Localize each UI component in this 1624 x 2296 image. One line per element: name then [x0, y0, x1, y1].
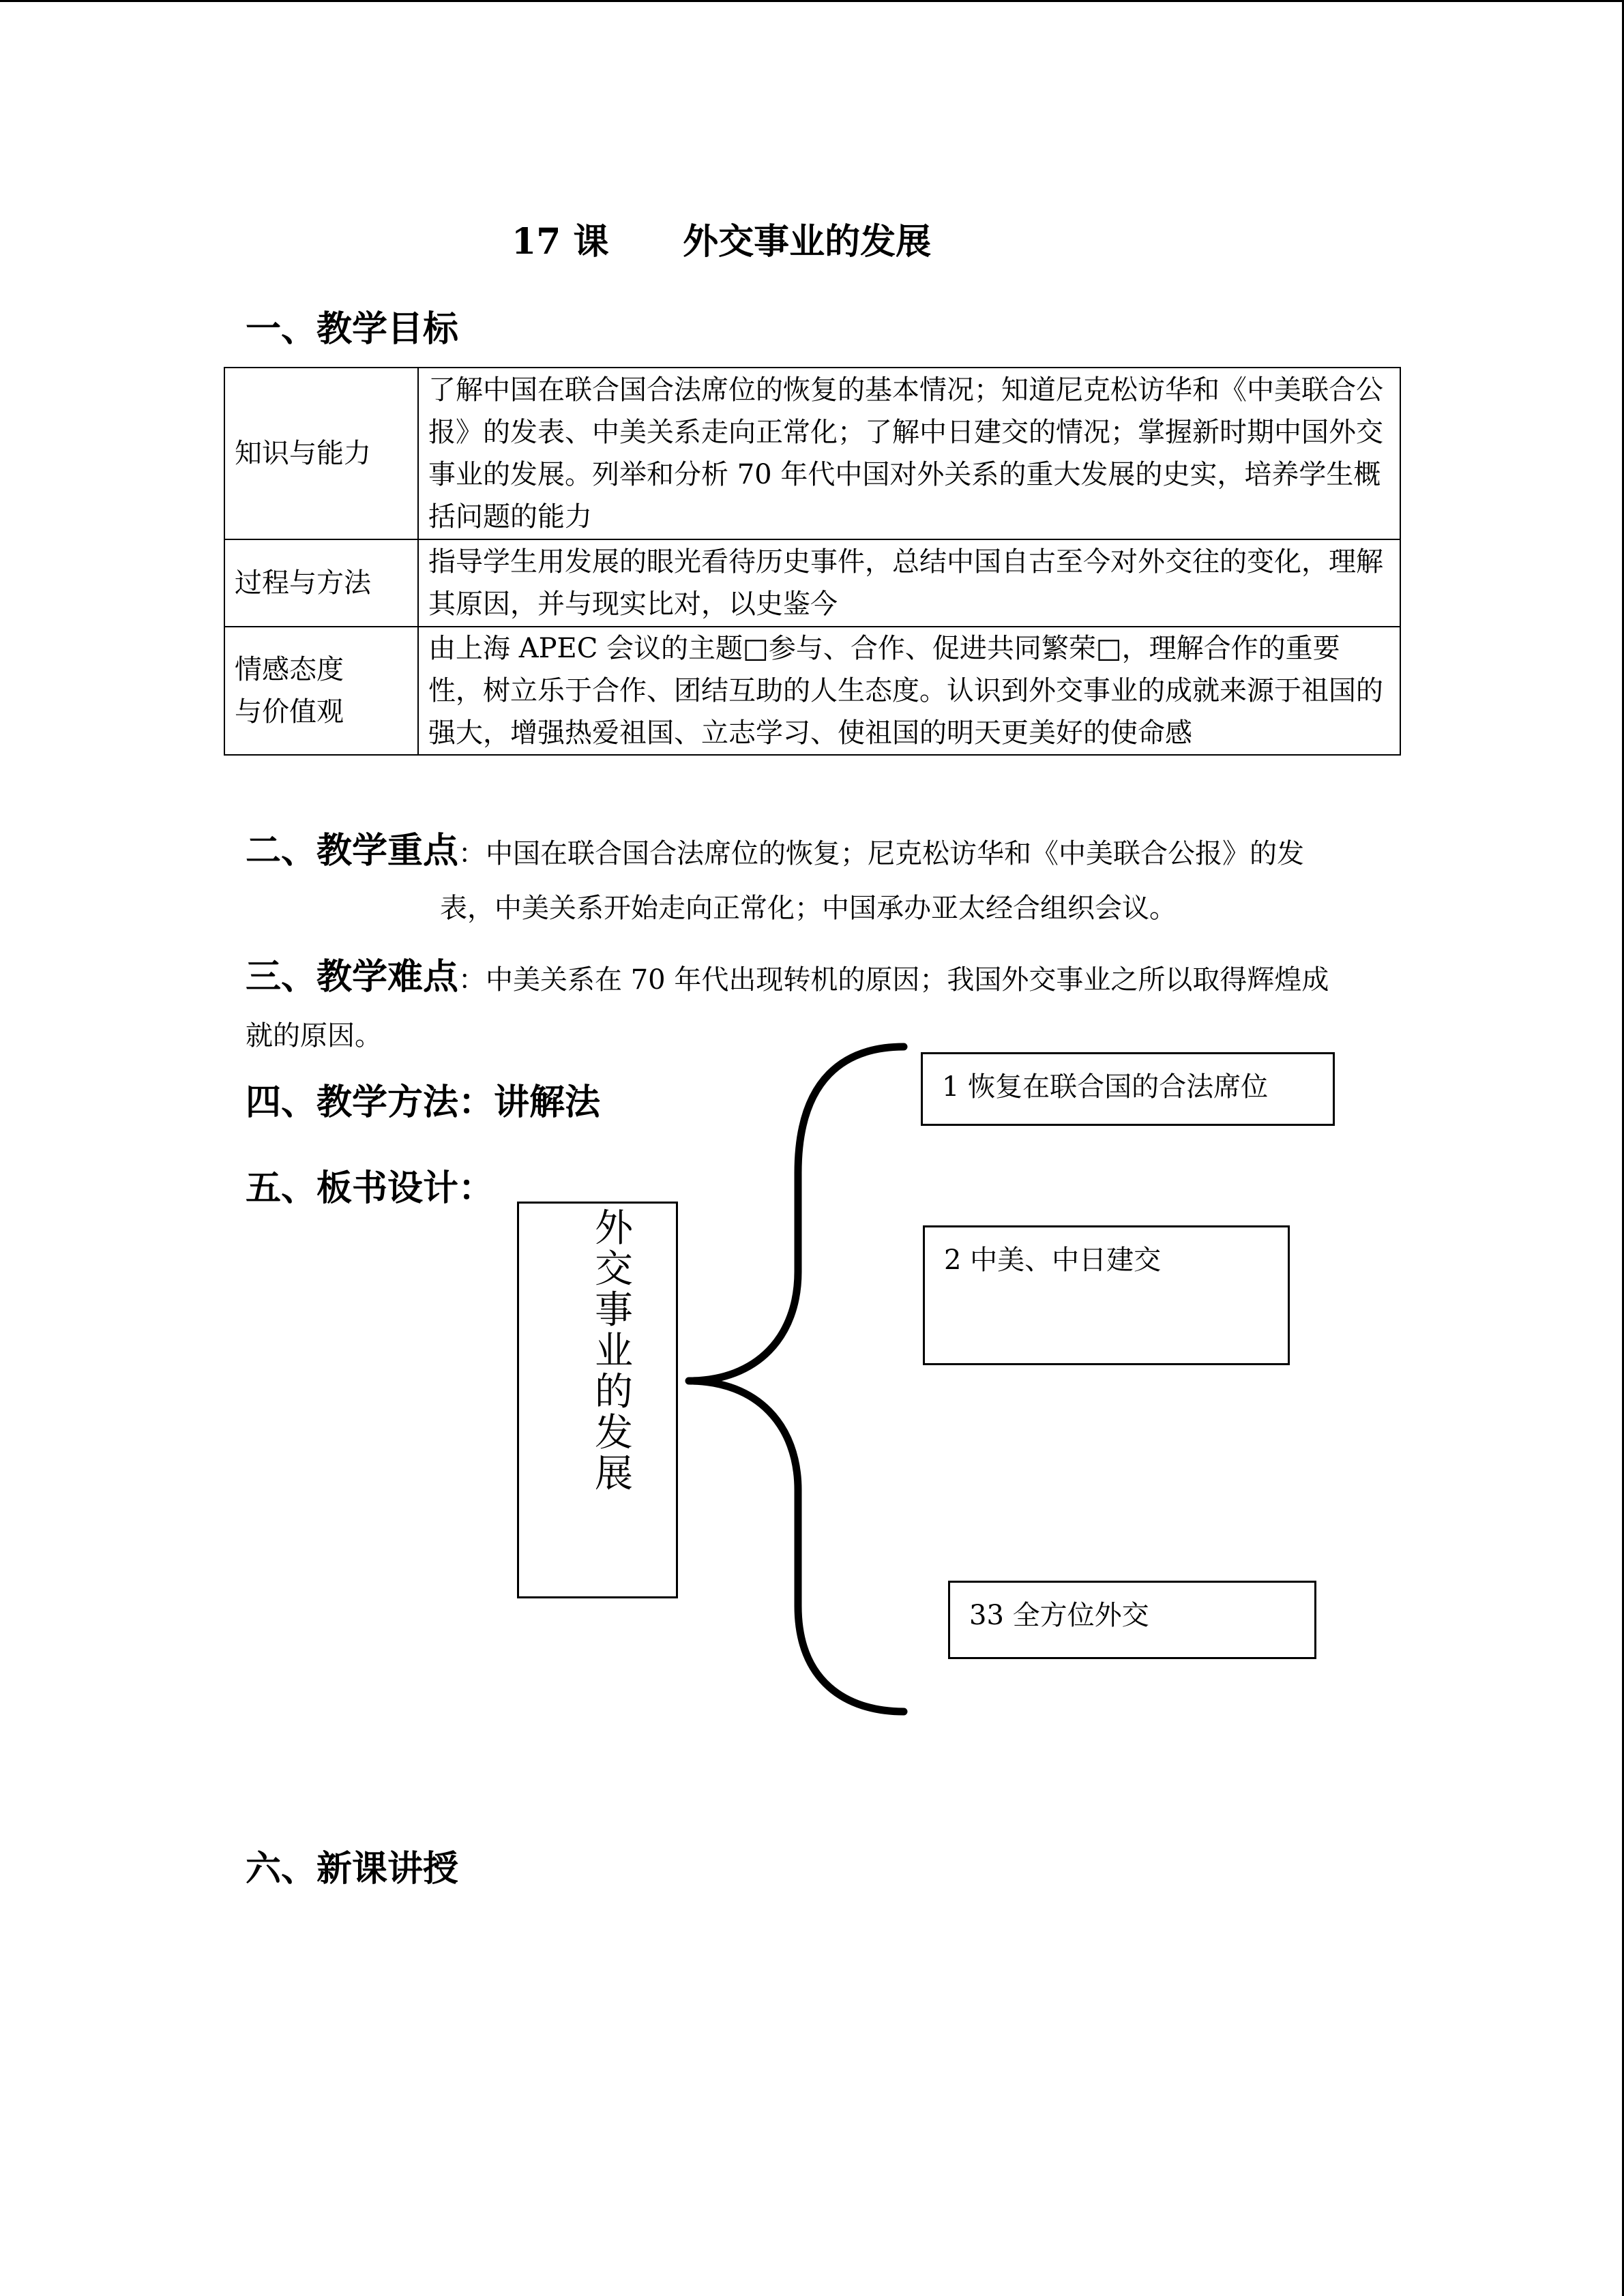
lesson-title: 17 课 外交事业的发展 — [512, 221, 932, 263]
objective-label: 知识与能力 — [224, 368, 418, 539]
section1-heading: 一、教学目标 — [246, 309, 459, 350]
board-center-text: 外交事业的发展 — [595, 1206, 633, 1496]
section5-heading: 五、板书设计： — [246, 1168, 494, 1209]
objective-content: 了解中国在联合国合法席位的恢复的基本情况；知道尼克松访华和《中美联合公报》的发表、中美关系走向正常化；了解中日建交的情况；掌握新时期中国外交事业的发展。列举和分析 70 年代中国对外关系的重大发展的史实，培养学生概括问题的能力 — [418, 368, 1400, 539]
objective-row — [224, 627, 1400, 755]
section3-text-cont: 就的原因。 — [246, 1020, 382, 1052]
top-border — [0, 0, 1624, 2]
board-item-box: 33 全方位外交 — [948, 1581, 1316, 1659]
objective-label: 情感态度 与价值观 — [224, 627, 418, 755]
board-item-box: 2 中美、中日建交 — [923, 1225, 1290, 1365]
section6-heading: 六、新课讲授 — [246, 1849, 459, 1890]
objectives-table — [224, 367, 1401, 756]
section3-line — [246, 948, 1329, 999]
section2-line — [246, 822, 1304, 873]
section2-text-cont: 表，中美关系开始走向正常化；中国承办亚太经合组织会议。 — [440, 893, 1177, 924]
objective-content: 指导学生用发展的眼光看待历史事件，总结中国自古至今对外交往的变化，理解其原因，并与现实比对，以史鉴今 — [418, 539, 1400, 627]
objective-row — [224, 539, 1400, 627]
brace-connector — [675, 1037, 921, 1718]
section3-text: ：中美关系在 70 年代出现转机的原因；我国外交事业之所以取得辉煌成 — [458, 964, 1329, 996]
objective-row — [224, 368, 1400, 539]
objective-label: 过程与方法 — [224, 539, 418, 627]
objective-content: 由上海 APEC 会议的主题□参与、合作、促进共同繁荣□，理解合作的重要性，树立乐于合作、团结互助的人生态度。认识到外交事业的成就来源于祖国的强大，增强热爱祖国、立志学习、使祖国的明天更美好的使命感 — [418, 627, 1400, 755]
section2-text: ：中国在联合国合法席位的恢复；尼克松访华和《中美联合公报》的发 — [458, 838, 1305, 869]
section3-heading: 三、教学难点 — [246, 957, 459, 998]
section4-heading: 四、教学方法：讲解法 — [246, 1082, 601, 1123]
board-item-box: 1 恢复在联合国的合法席位 — [921, 1052, 1335, 1126]
section2-heading: 二、教学重点 — [246, 831, 459, 871]
